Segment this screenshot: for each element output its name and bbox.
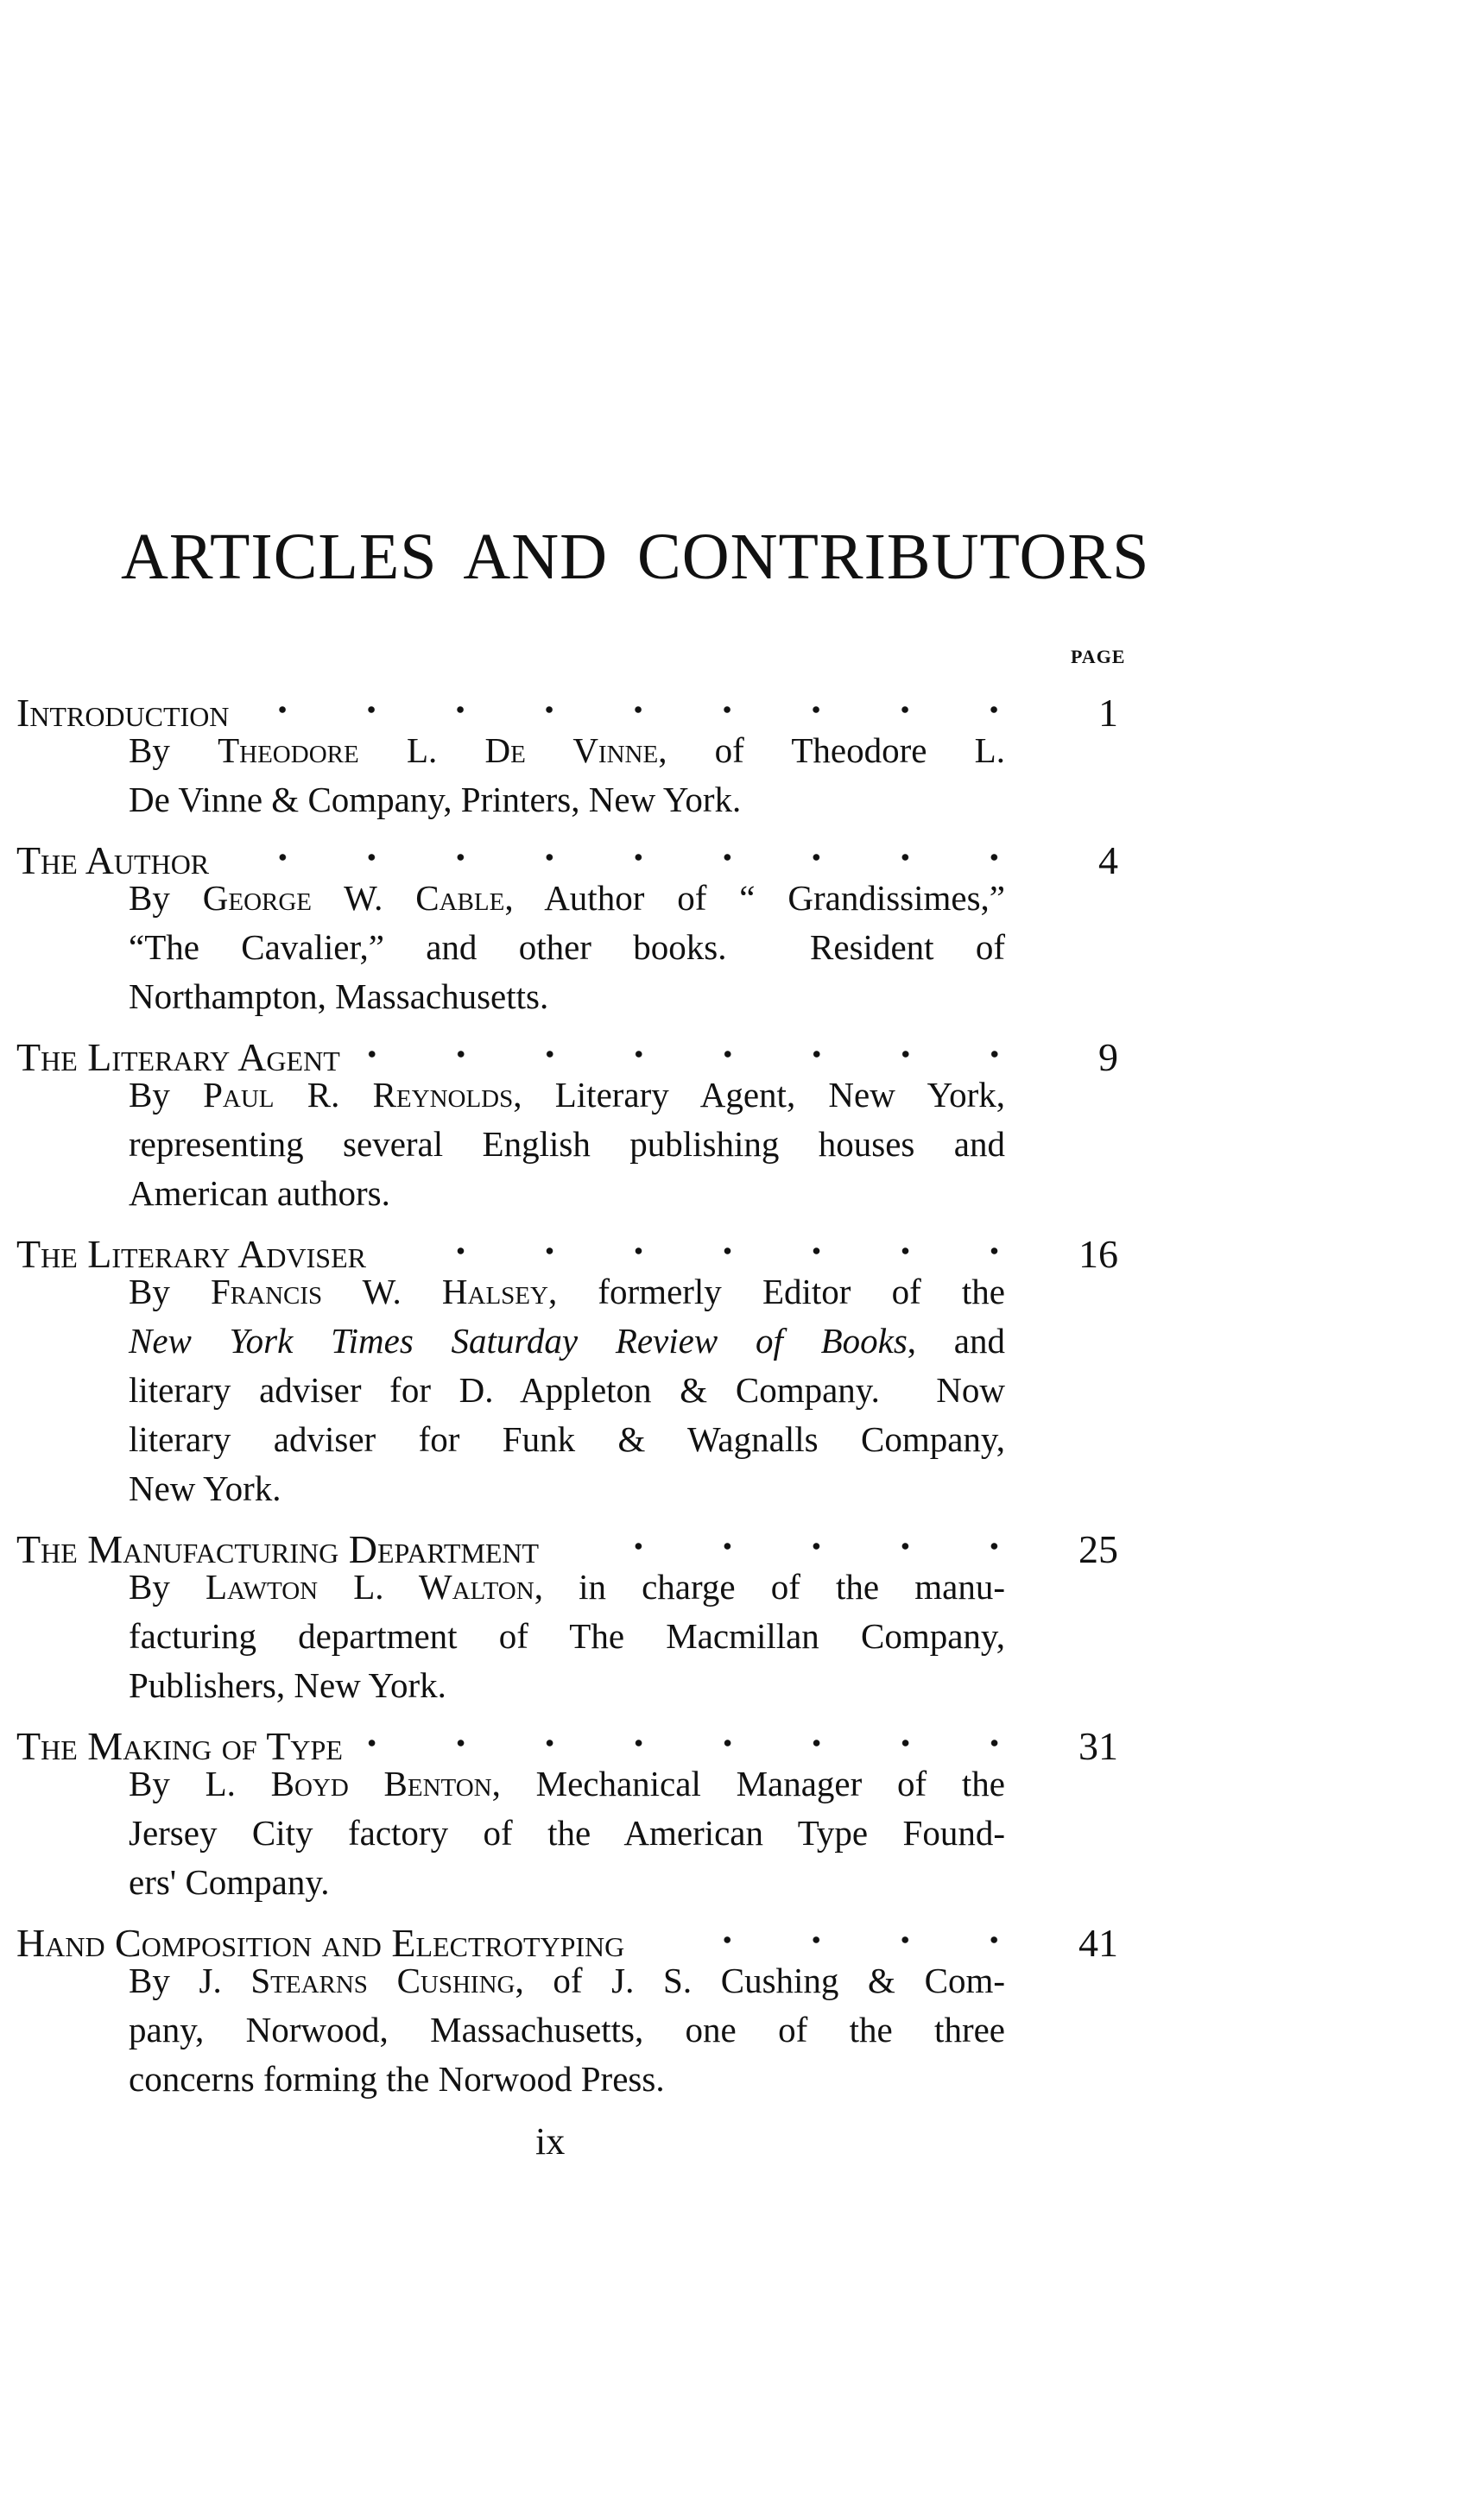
leader-dots [367,1710,1049,1759]
contributor-line [129,1956,1005,2005]
contributor-name: Paul R. Reynolds [203,1075,514,1115]
contributor-line [129,1661,1005,1710]
toc-entry-heading[interactable] [16,1021,1118,1079]
contributor-text: By [129,730,218,770]
contributor-name: Francis W. Halsey [211,1272,548,1311]
toc-entry-heading[interactable] [16,1218,1118,1276]
contributor-text: By [129,1272,211,1311]
toc-entry-heading[interactable] [16,1513,1118,1571]
publication-title: New York Times Saturday Review of Books [129,1321,908,1361]
contributor-text: literary adviser for D. Appleton & Company. Now [129,1370,1005,1410]
contributor-line [129,1858,1005,1907]
entry-page-number: 25 [1078,1527,1118,1571]
entry-page-number: 16 [1078,1232,1118,1276]
contributor-line [129,775,1005,824]
contributor-text: New York. [129,1468,281,1508]
contributor-text: Publishers, New York. [129,1665,446,1705]
leader-dots [563,1513,1049,1563]
contributor-line [129,1317,1005,1366]
contributor-text: pany, Norwood, Massachusetts, one of the three [129,2010,1005,2049]
entry-title: The Making of Type [16,1724,343,1768]
contributor-line [129,972,1005,1021]
entry-title: The Literary Agent [16,1035,340,1079]
contributor-text: Northampton, Massachusetts. [129,976,549,1016]
contributor-line [129,1267,1005,1317]
contributor-text: , and [907,1321,1005,1361]
contributor-name: Lawton L. Walton [205,1567,534,1607]
contributor-text: By J. [129,1961,251,2000]
leader-dots [364,1021,1049,1071]
contributor-line [129,1563,1005,1612]
contributor-line [129,1464,1005,1513]
table-of-contents [16,677,1118,2104]
contributor-line [129,1809,1005,1858]
contributor-text: “The Cavalier,” and other books. Resident of [129,927,1005,967]
contributor-line [129,2005,1005,2055]
contributor-text: , Literary Agent, New York, [513,1075,1005,1115]
contributor-line [129,1169,1005,1218]
contributor-text: Jersey City factory of the American Type Found- [129,1813,1005,1853]
contributor-line [129,2055,1005,2104]
page-title: ARTICLES AND CONTRIBUTORS [121,521,1150,593]
contributor-text: By [129,1567,206,1607]
contributor-text: representing several English publishing houses and [129,1124,1005,1164]
contributor-line [129,923,1005,972]
contributor-text: facturing department of The Macmillan Company, [129,1616,1005,1656]
contributor-line [129,1415,1005,1464]
entry-title: Introduction [16,691,230,735]
entry-title: The Literary Adviser [16,1232,366,1276]
entry-title: Hand Composition and Electrotyping [16,1921,625,1965]
contributor-line [129,1071,1005,1120]
toc-entry-heading[interactable] [16,1710,1118,1768]
contributor-line [129,1366,1005,1415]
contributor-text: By [129,1075,204,1115]
contributor-text: literary adviser for Funk & Wagnalls Company, [129,1419,1005,1459]
contributor-line [129,726,1005,775]
page-number-folio: ix [535,2120,566,2163]
contributor-line [129,874,1005,923]
contributor-text: By [129,878,203,918]
entry-page-number: 31 [1078,1724,1118,1768]
contributor-text: , in charge of the manu- [534,1567,1005,1607]
entry-page-number: 9 [1098,1035,1118,1079]
contributor-line [129,1759,1005,1809]
contributor-line [129,1612,1005,1661]
contributor-text: ers' Company. [129,1862,330,1902]
contributor-text: concerns forming the Norwood Press. [129,2059,665,2099]
leader-dots [233,824,1049,874]
contributor-text: , of J. S. Cushing & Com- [515,1961,1005,2000]
entry-page-number: 1 [1098,691,1118,735]
contributor-text: , of Theodore L. [658,730,1005,770]
contributor-text: By L. [129,1764,271,1803]
entry-page-number: 41 [1078,1921,1118,1965]
contributor-line [129,1120,1005,1169]
contributor-text: , Author of “ Grandissimes,” [504,878,1006,918]
contributor-name: Stearns Cushing [250,1961,515,2000]
leader-dots [390,1218,1049,1267]
contributor-text: , Mechanical Manager of the [491,1764,1005,1803]
contributor-text: , formerly Editor of the [547,1272,1005,1311]
leader-dots [253,677,1049,726]
toc-entry-heading[interactable] [16,824,1118,882]
entry-title: The Manufacturing Department [16,1527,540,1571]
contributor-name: George W. Cable [202,878,505,918]
toc-entry-heading[interactable] [16,1907,1118,1965]
contributor-text: American authors. [129,1173,390,1213]
entry-title: The Author [16,838,210,882]
entry-page-number: 4 [1098,838,1118,882]
contributor-name: Boyd Benton [270,1764,492,1803]
leader-dots [648,1907,1049,1956]
contributor-text: De Vinne & Company, Printers, New York. [129,780,742,819]
contributor-name: Theodore L. De Vinne [218,730,659,770]
toc-entry-heading[interactable] [16,677,1118,735]
page-column-label: PAGE [1071,646,1126,667]
